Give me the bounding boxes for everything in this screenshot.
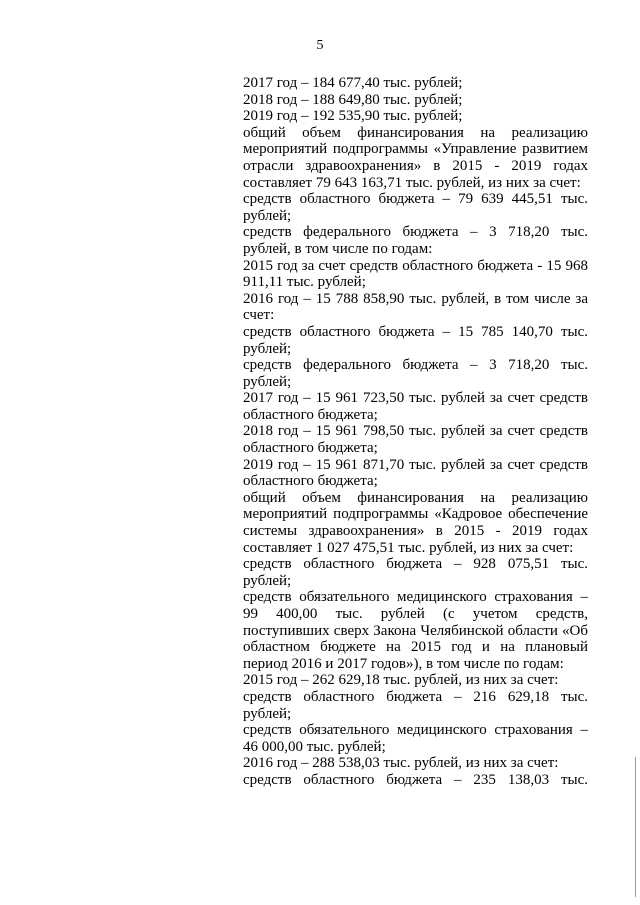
paragraph: средств обязательного медицинского страхования – 99 400,00 тыс. рублей (с учетом средств, поступивших сверх Закона Челябинской области «Об областном бюджете на 2015 год и на плановый период 2016 и 2017 годов»), в том числе по годам: — [243, 589, 588, 672]
document-body — [243, 75, 588, 789]
paragraph: общий объем финансирования на реализацию мероприятий подпрограммы «Управление развитием отрасли здравоохранения» в 2015 - 2019 годах составляет 79 643 163,71 тыс. рублей, из них за счет: — [243, 124, 588, 191]
paragraph: средств федерального бюджета – 3 718,20 тыс. рублей; — [243, 357, 588, 390]
paragraph: 2015 год – 262 629,18 тыс. рублей, из них за счет: — [243, 672, 559, 689]
scan-edge-line — [635, 757, 636, 897]
paragraph: средств областного бюджета – 216 629,18 тыс. рублей; — [243, 688, 588, 722]
paragraph: средств областного бюджета – 928 075,51 тыс. рублей; — [243, 556, 588, 589]
paragraph: 2019 год – 192 535,90 тыс. рублей; — [243, 108, 463, 125]
paragraph: средств областного бюджета – 235 138,03 тыс. — [243, 771, 588, 788]
paragraph: 2018 год – 188 649,80 тыс. рублей; — [243, 91, 463, 108]
paragraph: общий объем финансирования на реализацию мероприятий подпрограммы «Кадровое обеспечение системы здравоохранения» в 2015 - 2019 годах составляет 1 027 475,51 тыс. рублей, из них за счет: — [243, 489, 588, 556]
paragraph: средств обязательного медицинского страхования – 46 000,00 тыс. рублей; — [243, 722, 588, 755]
paragraph: 2016 год – 15 788 858,90 тыс. рублей, в том числе за счет: — [243, 290, 588, 324]
paragraph: 2015 год за счет средств областного бюджета - 15 968 911,11 тыс. рублей; — [243, 257, 588, 291]
paragraph: 2018 год – 15 961 798,50 тыс. рублей за счет средств областного бюджета; — [243, 423, 588, 457]
paragraph: 2017 год – 15 961 723,50 тыс. рублей за счет средств областного бюджета; — [243, 390, 588, 423]
paragraph: 2016 год – 288 538,03 тыс. рублей, из них за счет: — [243, 755, 559, 772]
paragraph: средств федерального бюджета – 3 718,20 тыс. рублей, в том числе по годам: — [243, 224, 588, 257]
paragraph: 2019 год – 15 961 871,70 тыс. рублей за счет средств областного бюджета; — [243, 456, 588, 490]
paragraph: средств областного бюджета – 15 785 140,70 тыс. рублей; — [243, 323, 588, 357]
page-number: 5 — [316, 38, 324, 53]
paragraph: 2017 год – 184 677,40 тыс. рублей; — [243, 75, 463, 91]
paragraph: средств областного бюджета – 79 639 445,51 тыс. рублей; — [243, 191, 588, 224]
